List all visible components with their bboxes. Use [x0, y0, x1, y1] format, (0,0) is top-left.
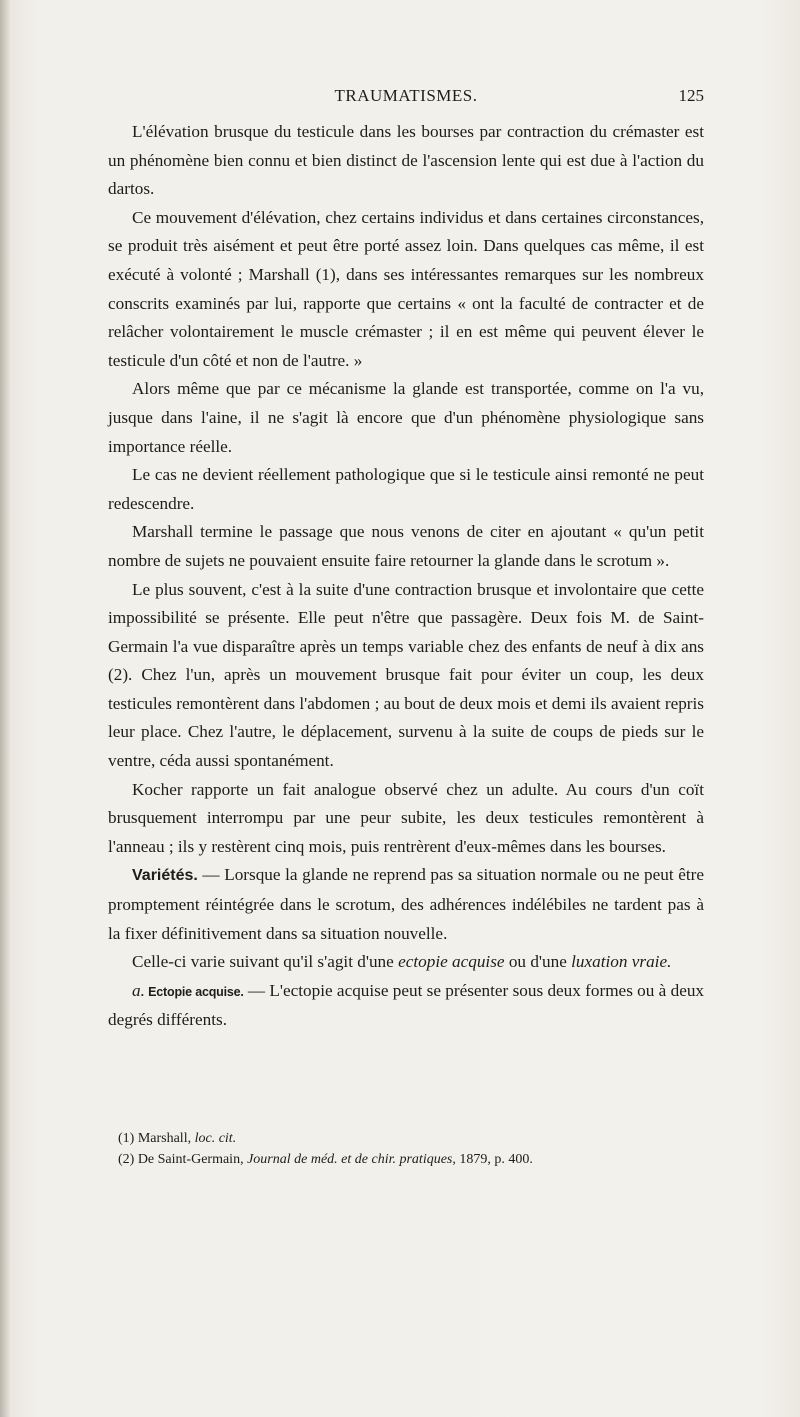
body-text	[108, 118, 704, 1035]
term-ectopie-acquise: ectopie acquise	[398, 952, 505, 972]
page-number: 125	[678, 86, 704, 105]
term-luxation-vraie: luxation vraie.	[571, 952, 672, 972]
paragraph-9-text-b: ou d'une	[504, 952, 572, 972]
paragraph-6: Le plus souvent, c'est à la suite d'une contraction brusque et involontaire que cette impossibilité se présente. Elle peut n'être que passagère. Deux fois M. de Saint-Germain l'a vue disparaître après un temps variable chez des enfants de neuf à dix ans (2). Chez l'un, après un mouvement brusque fait pour éviter un coup, les deux testicules remontèrent dans l'abdomen ; au bout de deux mois et demi ils avaient repris leur place. Chez l'autre, le déplacement, survenu à la suite de coups de pieds sur le ventre, céda aussi spontanément.	[108, 579, 704, 771]
paragraph-2: Ce mouvement d'élévation, chez certains individus et dans certaines circonstances, se produit très aisément et peut être porté assez loin. Dans quelques cas même, il est exécuté à volonté ; Marshall (1), dans ses intéressantes remarques sur les nombreux conscrits examinés par lui, rapporte que certains « ont la faculté de contracter et de relâcher volontairement le muscle crémaster ; il en est même qui peuvent élever le testicule d'un côté et non de l'autre. »	[108, 207, 704, 370]
paragraph-10	[108, 977, 704, 1035]
paragraph-5: Marshall termine le passage que nous venons de citer en ajoutant « qu'un petit nombre de sujets ne pouvaient ensuite faire retourner la glande dans le scrotum ».	[108, 522, 704, 570]
paragraph-1: L'élévation brusque du testicule dans les bourses par contraction du crémaster est un phénomène bien connu et bien distinct de l'ascension lente qui est due à l'action du dartos.	[108, 122, 704, 199]
paragraph-8-text: — Lorsque la glande ne reprend pas sa situation normale ou ne peut être promptement réintégrée dans le scrotum, des adhérences indélébiles ne tardent pas à la fixer définitivement dans sa situation nouvelle.	[108, 865, 704, 943]
footnote-2-journal: Journal de méd. et de chir. pratiques	[247, 1152, 453, 1167]
footnote-1-citation: loc. cit.	[194, 1131, 237, 1146]
section-heading-varietes: Variétés.	[132, 867, 198, 885]
page-spine-shadow	[0, 0, 10, 1417]
paragraph-9-text-a: Celle-ci varie suivant qu'il s'agit d'une	[132, 952, 399, 972]
subsection-letter: a.	[132, 980, 145, 1000]
footnotes	[118, 1128, 704, 1170]
paragraph-3: Alors même que par ce mécanisme la glande est transportée, comme on l'a vu, jusque dans l'aine, il ne s'agit là encore que d'un phénomène physiologique sans importance réelle.	[108, 379, 704, 456]
paragraph-9	[108, 948, 704, 977]
footnote-1	[118, 1128, 704, 1149]
paragraph-7: Kocher rapporte un fait analogue observé chez un adulte. Au cours d'un coït brusquement interrompu par une peur subite, les deux testicules remontèrent à l'anneau ; ils y restèrent cinq mois, puis rentrèrent d'eux-mêmes dans les bourses.	[108, 779, 704, 856]
footnote-1-text: (1) Marshall,	[118, 1131, 195, 1146]
footnote-2-text: (2) De Saint-Germain,	[118, 1152, 248, 1167]
footnote-2	[118, 1149, 704, 1170]
page-header	[108, 86, 704, 110]
paragraph-4: Le cas ne devient réellement pathologique que si le testicule ainsi remonté ne peut redescendre.	[108, 465, 704, 513]
paragraph-10-text: — L'ectopie acquise peut se présenter sous deux formes ou à deux degrés différents.	[108, 980, 705, 1030]
running-title: TRAUMATISMES.	[334, 86, 478, 105]
paragraph-8	[108, 861, 704, 948]
subsection-heading-ectopie-acquise: Ectopie acquise.	[144, 984, 244, 999]
footnote-2-suffix: , 1879, p. 400.	[452, 1152, 533, 1167]
